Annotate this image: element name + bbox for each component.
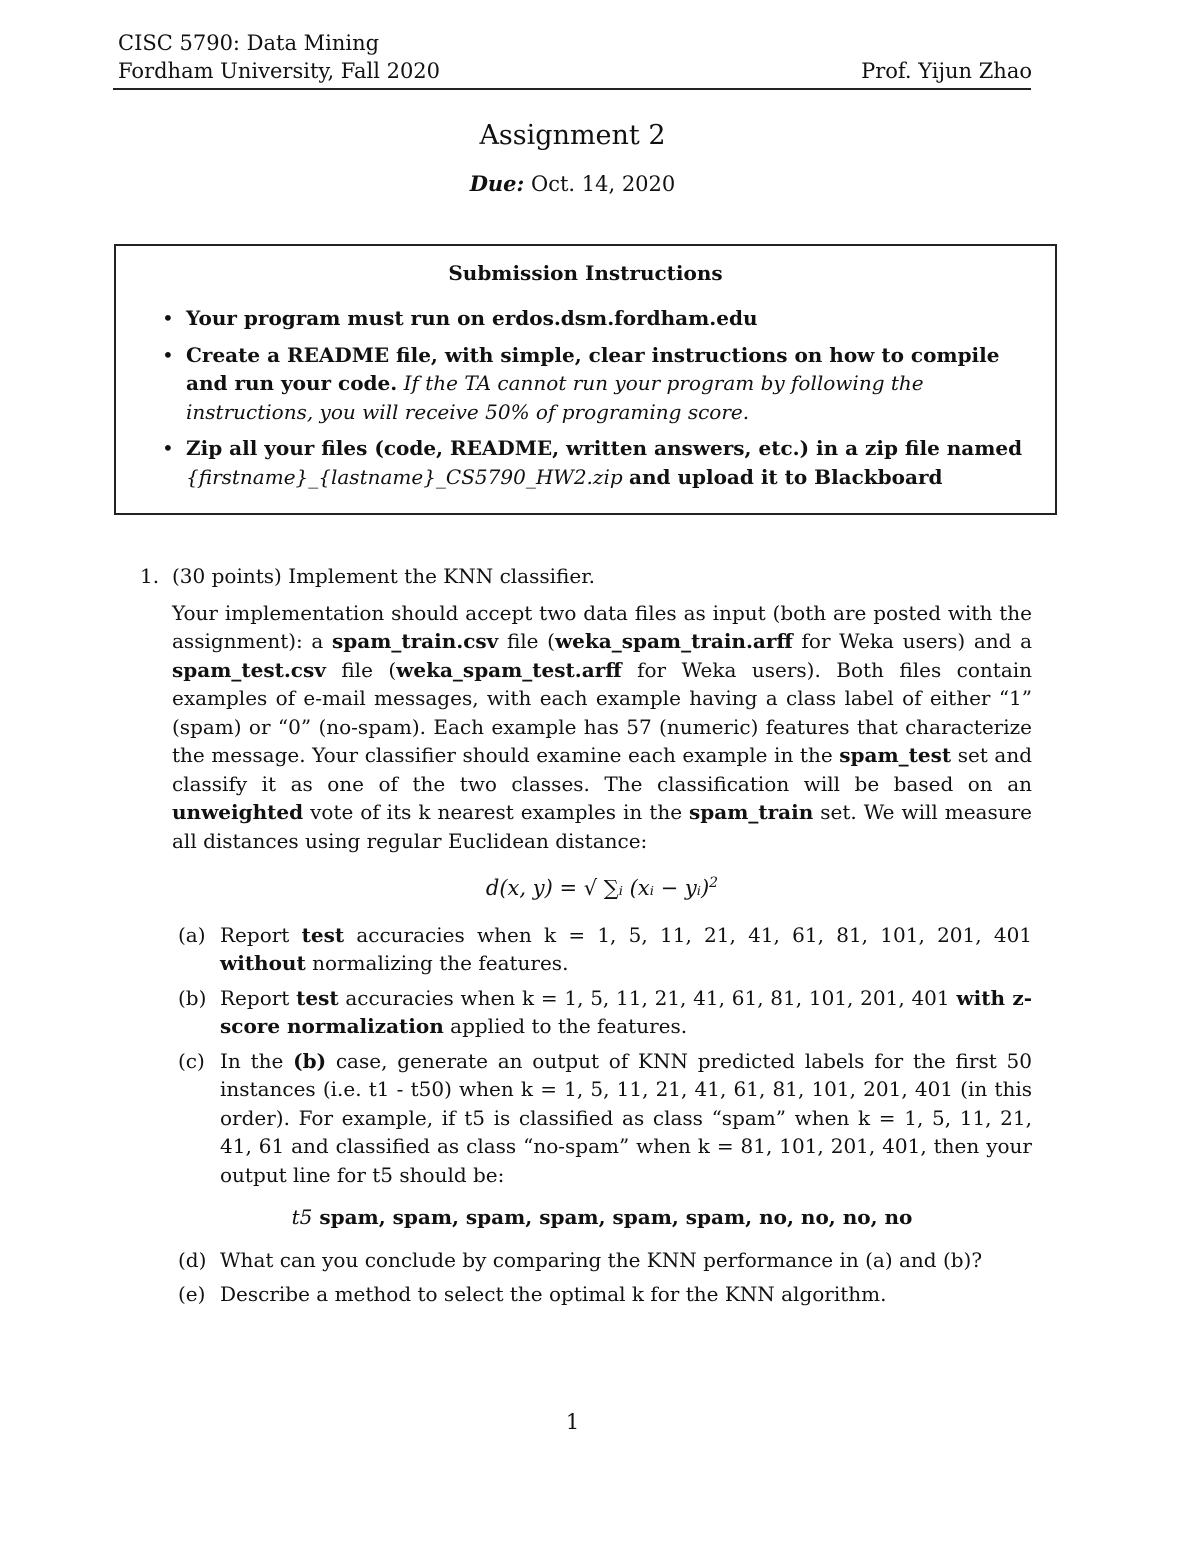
part-bold: test (296, 985, 339, 1010)
course-name: CISC 5790: Data Mining (118, 31, 380, 55)
paragraph-text: vote of its k nearest examples in the (310, 800, 683, 824)
part-a (140, 921, 1032, 978)
term-spam-test: spam_test (839, 743, 952, 767)
paragraph-text: file ( (506, 629, 555, 653)
example-output (140, 1203, 1032, 1232)
submission-heading: Submission Instructions (448, 261, 723, 285)
part-label: (b) (178, 985, 207, 1010)
due-date (0, 170, 1145, 198)
submission-item-2-bold: Create a README file, with simple, clear instructions on how to compile and run your code. (186, 342, 1000, 395)
paragraph-text: set. We will measure all distances using regular Euclidean distance: (172, 800, 1033, 853)
part-text: applied to the features. (450, 1014, 688, 1038)
part-bold: without (220, 951, 306, 975)
part-e (140, 1280, 1032, 1309)
due-label: Due: (469, 171, 525, 196)
submission-instructions-box (114, 244, 1057, 515)
question-number: 1. (140, 564, 160, 588)
due-date-value: Oct. 14, 2020 (530, 172, 676, 196)
term: Fordham University, Fall 2020 (118, 59, 441, 83)
part-label: (c) (178, 1048, 205, 1073)
paragraph-text: for Weka users). Both files contain examples of e-mail messages, with each example having a class label of either “1” (spam) or “0” (no-spam). Each example has 57 (numeric) features that characterize the message. Your classifier should examine each example in the (172, 657, 1033, 767)
euclidean-formula (140, 869, 1032, 903)
bullet-icon: • (162, 306, 174, 330)
example-labels: spam, spam, spam, spam, spam, spam, no, no, no, no (319, 1205, 913, 1229)
bullet-icon: • (162, 342, 174, 367)
filename-spam-test-csv: spam_test.csv (172, 657, 326, 682)
part-text: normalizing the features. (312, 951, 569, 975)
part-bold: with z-score normalization (220, 985, 1033, 1038)
submission-item-3-tail: and upload it to Blackboard (629, 464, 943, 489)
part-bold: (b) (293, 1048, 327, 1073)
submission-item-3-bold: Zip all your files (code, README, written answers, etc.) in a zip file named (186, 436, 1023, 460)
filename-weka-spam-test: weka_spam_test.arff (396, 657, 622, 682)
part-b (140, 984, 1032, 1041)
header-rule (113, 88, 1031, 90)
term-spam-train: spam_train (689, 800, 814, 824)
submission-item (134, 434, 1029, 491)
submission-item (134, 304, 1029, 333)
question-1 (140, 562, 1032, 1315)
submission-item-3-filename: {firstname}_{lastname}_CS5790_HW2.zip (186, 464, 623, 489)
filename-weka-spam-train: weka_spam_train.arff (554, 629, 793, 653)
submission-item-1: Your program must run on erdos.dsm.fordham.edu (186, 306, 758, 330)
part-text: accuracies when k = 1, 5, 11, 21, 41, 61, 81, 101, 201, 401 (345, 985, 950, 1010)
filename-spam-train-csv: spam_train.csv (332, 629, 499, 653)
professor: Prof. Yijun Zhao (861, 59, 1032, 83)
paragraph-text: set and classify it as one of the two classes. The classification will be based on an (172, 743, 1033, 796)
part-label: (a) (178, 922, 206, 947)
part-text: Report (220, 922, 290, 947)
formula-exponent: 2 (709, 875, 719, 891)
part-label: (e) (178, 1282, 206, 1306)
part-text: case, generate an output of KNN predicted labels for the first 50 instances (i.e. t1 - t50) when k = 1, 5, 11, 21, 41, 61, 81, 101, 201, 401 (in this order). For example, if t5 is classified as class “spam” when k = 1, 5, 11, 21, 41, 61 and classified as class “no-spam” when k = 81, 101, 201, 401, then your output line for t5 should be: (220, 1048, 1032, 1187)
term-unweighted: unweighted (172, 800, 304, 824)
part-c (140, 1047, 1032, 1190)
paragraph-text: for Weka users) and a (801, 629, 1033, 653)
part-d (140, 1246, 1032, 1275)
part-text: accuracies when k = 1, 5, 11, 21, 41, 61, 81, 101, 201, 401 (356, 922, 1033, 947)
formula-text: d(x, y) = √ ∑ᵢ (xᵢ − yᵢ) (485, 876, 710, 900)
part-text: Report (220, 985, 290, 1010)
question-paragraph (140, 599, 1032, 856)
submission-list (134, 304, 1029, 499)
page-number: 1 (565, 1410, 580, 1434)
part-text: What can you conclude by comparing the KNN performance in (a) and (b)? (220, 1247, 983, 1272)
question-heading: (30 points) Implement the KNN classifier. (172, 564, 595, 588)
submission-item-2-italic: If the TA cannot run your program by following the instructions, you will receive 50% of programing score. (186, 371, 924, 424)
part-bold: test (301, 922, 345, 947)
bullet-icon: • (162, 436, 174, 460)
paragraph-text: Your implementation should accept two data files as input (both are posted with the assignment): a (172, 600, 1032, 653)
assignment-title: Assignment 2 (479, 120, 666, 151)
paragraph-text: file ( (341, 657, 397, 682)
example-id: t5 (291, 1205, 313, 1229)
submission-item (134, 341, 1029, 427)
part-text: Describe a method to select the optimal k for the KNN algorithm. (220, 1282, 887, 1306)
part-text: In the (220, 1048, 284, 1073)
part-label: (d) (178, 1247, 207, 1272)
